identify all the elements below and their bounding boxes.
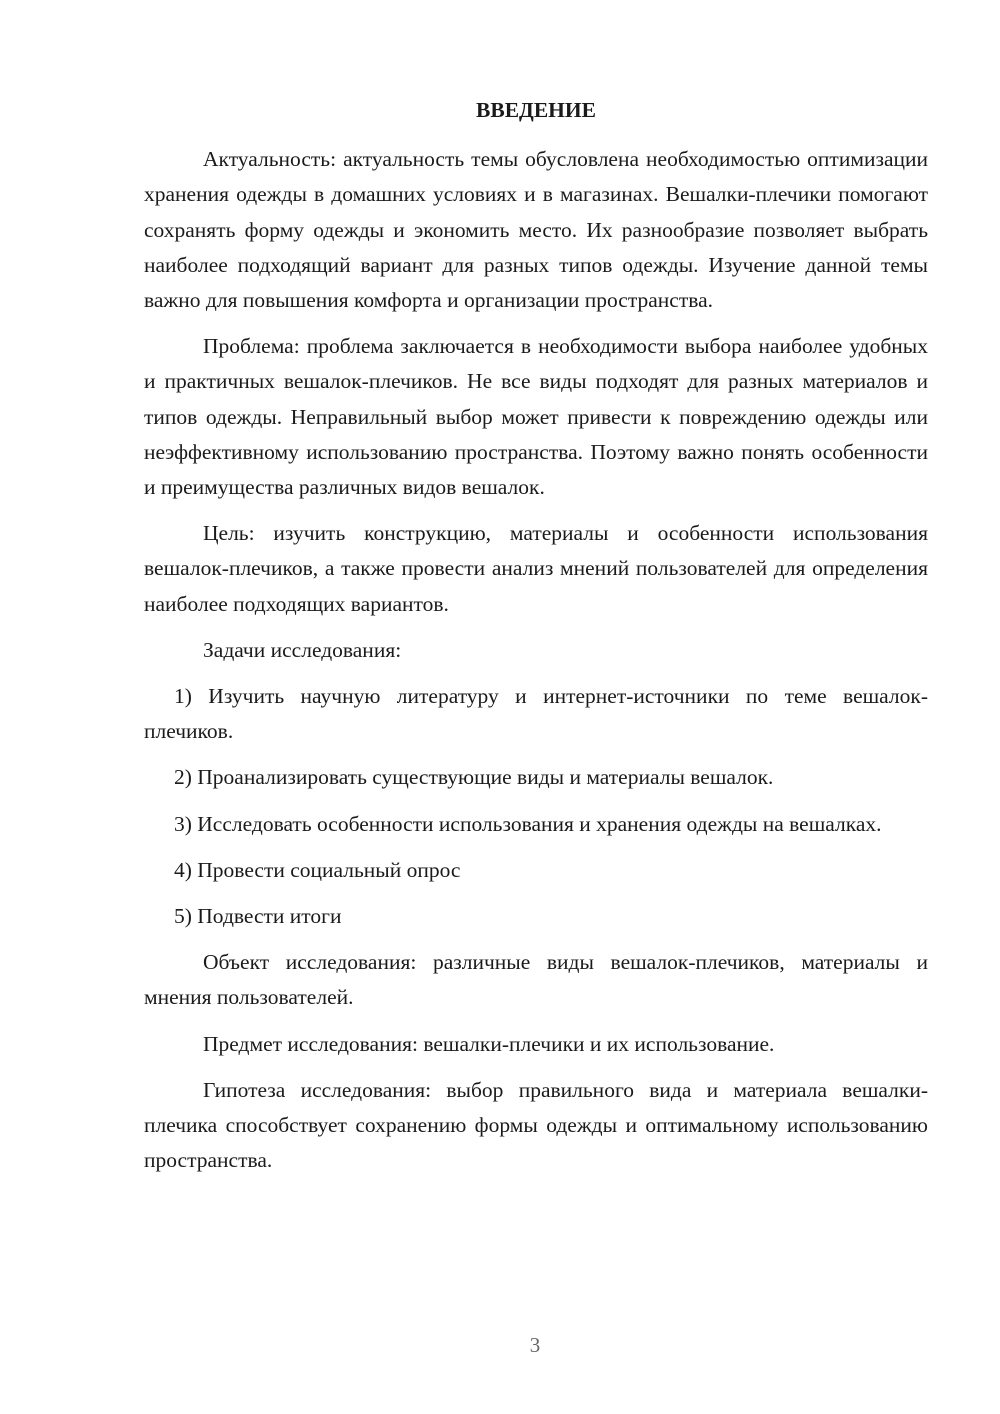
paragraph-problem: Проблема: проблема заключается в необходимости выбора наиболее удобных и практичных вешалок-плечиков. Не все виды подходят для разных материалов и типов одежды. Неправильный выбор может привести к повреждению одежды или неэффективному использованию пространства. Поэтому важно понять особенности и преимущества различных видов вешалок.	[144, 334, 928, 500]
task-item: 2) Проанализировать существующие виды и материалы вешалок.	[174, 765, 774, 790]
paragraph-object: Объект исследования: различные виды вешалок-плечиков, материалы и мнения пользователей.	[144, 950, 928, 1010]
paragraph-goal: Цель: изучить конструкцию, материалы и особенности использования вешалок-плечиков, а также провести анализ мнений пользователей для определения наиболее подходящих вариантов.	[144, 521, 928, 616]
task-item: 1) Изучить научную литературу и интернет-источники по теме вешалок-плечиков.	[144, 684, 928, 744]
paragraph-hypothesis: Гипотеза исследования: выбор правильного вида и материала вешалки-плечика способствует сохранению формы одежды и оптимальному использованию пространства.	[144, 1077, 928, 1173]
tasks-heading: Задачи исследования:	[203, 637, 402, 662]
document-page	[144, 93, 928, 1189]
task-item: 4) Провести социальный опрос	[174, 857, 461, 882]
task-item: 5) Подвести итоги	[174, 904, 342, 929]
page-number: 3	[529, 1333, 541, 1357]
paragraph-subject: Предмет исследования: вешалки-плечики и их использование.	[203, 1031, 775, 1056]
paragraph-relevance: Актуальность: актуальность темы обусловлена необходимостью оптимизации хранения одежды в домашних условиях и в магазинах. Вешалки-плечики помогают сохранять форму одежды и экономить место. Их разнообразие позволяет выбрать наиболее подходящий вариант для разных типов одежды. Изучение данной темы важно для повышения комфорта и организации пространства.	[144, 147, 928, 313]
task-item: 3) Исследовать особенности использования и хранения одежды на вешалках.	[174, 811, 882, 836]
document-title: ВВЕДЕНИЕ	[476, 98, 596, 122]
